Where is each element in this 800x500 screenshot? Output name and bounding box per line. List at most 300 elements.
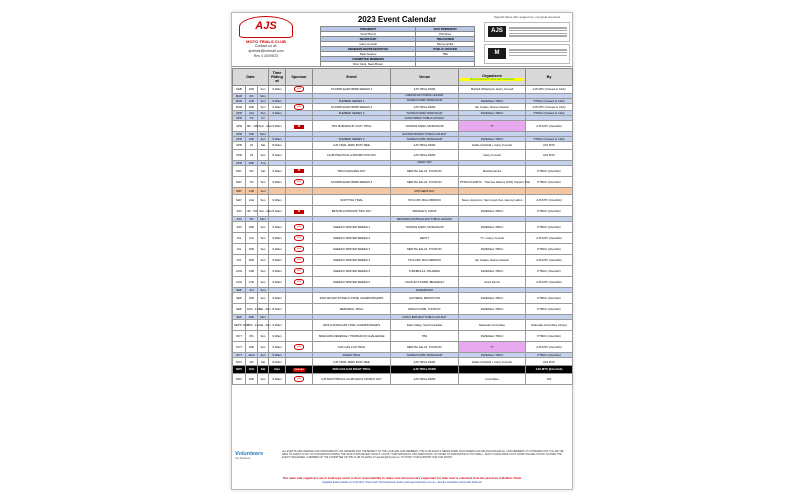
event-cell: SHERCO WINTER SERIES 3	[313, 244, 391, 255]
venue-cell: MOTHERS DAY	[391, 187, 459, 195]
event-cell: SCORPA EARLYBIRD SERIES 3	[313, 176, 391, 187]
weekday-cell: Sun - Mon	[258, 206, 269, 217]
weekday-cell: Mon	[258, 217, 269, 222]
table-row	[233, 266, 573, 277]
weekday-cell: Sat	[258, 365, 269, 373]
table-row	[233, 331, 573, 342]
day-number-cell: 16th	[246, 244, 258, 255]
month-cell: JUN	[233, 217, 246, 222]
venue-cell: TAYLORS, BULLSBROOK	[391, 195, 459, 206]
table-row	[233, 365, 573, 373]
month-cell: JUL	[233, 255, 246, 266]
weekday-cell: Sun	[258, 331, 269, 342]
by-cell: PTMCC (Interclub)	[526, 353, 573, 358]
venue-cell: THOMAS FARM, MORANGUP	[391, 121, 459, 132]
event-cell: GAS GAS FUN TRIAL	[313, 342, 391, 353]
month-cell: SEP	[233, 304, 246, 315]
organiser-cell: PathRiders TMCC	[459, 98, 526, 103]
venue-cell: THOMAS FARM, MORANGUP	[391, 137, 459, 142]
sponsor-cell	[286, 320, 313, 331]
time-cell: 9.30am	[269, 342, 286, 353]
day-number-cell: 30th - 1st	[246, 320, 258, 331]
event-cell: 2023 AUSTRALIAN TRIAL CHAMPIONSHIPS	[313, 320, 391, 331]
sponsor-cell	[286, 86, 313, 94]
event-cell: ASHES TRIAL	[313, 353, 391, 358]
sponsor-cell	[286, 293, 313, 304]
sponsor-cell	[286, 149, 313, 160]
day-number-cell: 10th	[246, 132, 258, 137]
time-cell: 9.30am	[269, 176, 286, 187]
event-cell	[313, 187, 391, 195]
day-number-cell: 8th	[246, 331, 258, 342]
venue-cell: AJS TRIAL PARK	[391, 149, 459, 160]
event-cell: AJS TRIAL PARK BUSY BEE	[313, 358, 391, 366]
weekday-cell: Sat	[258, 358, 269, 366]
event-cell: SHERCO WINTER SERIES 4	[313, 255, 391, 266]
by-cell: PTMCC (Interclub)	[526, 176, 573, 187]
time-cell: 8.00am	[269, 358, 286, 366]
officer-role: COMMITTEE MEMBERS	[321, 57, 416, 62]
organiser-cell: PathRiders TMCC	[459, 244, 526, 255]
sponsor-cell	[286, 244, 313, 255]
officer-name: Peter Hearne	[321, 52, 416, 57]
weekday-cell: Sun	[258, 255, 269, 266]
day-number-cell: 12th	[246, 98, 258, 103]
officers-table	[320, 26, 475, 67]
month-cell: APR	[233, 160, 246, 165]
by-cell	[526, 187, 573, 195]
time-cell: 9.30am	[269, 373, 286, 384]
column-header: Date	[233, 69, 269, 86]
venue-cell: AJS TRIAL PARK	[391, 103, 459, 111]
venue-cell: ANZAC DAY	[391, 160, 459, 165]
column-header: Organisers	[482, 73, 503, 78]
weekday-cell: Sun	[258, 137, 269, 142]
sponsor-cell	[286, 222, 313, 233]
officer-role: TREASURER	[416, 37, 475, 42]
month-cell: JUL	[233, 244, 246, 255]
calendar-document	[231, 12, 573, 490]
by-cell: PTMCC (Interclub)	[526, 293, 573, 304]
organiser-cell: PathRiders TMCC	[459, 222, 526, 233]
month-cell: OCT	[233, 353, 246, 358]
venue-cell: THOMAS FARM, MORANGUP	[391, 353, 459, 358]
weekday-cell: Sat - Sun	[258, 320, 269, 331]
table-row	[233, 320, 573, 331]
venue-cell: AJS TRIAL PARK	[391, 365, 459, 373]
ajs-sponsor-icon: AJS	[294, 344, 304, 350]
by-cell: AJS MTC	[526, 149, 573, 160]
table-row	[233, 121, 573, 132]
time-cell: 8.00am	[269, 142, 286, 150]
sponsor-cell	[286, 195, 313, 206]
officer-role: PRESIDENT	[321, 27, 416, 32]
time-cell: 9.30am	[269, 195, 286, 206]
club-logo	[235, 16, 297, 62]
ajs-sponsor-icon: AJS	[294, 257, 304, 263]
update-info-note: Updated Event details on AJS Moto Trials Club WA Facebook and/or www.ajsmototrials.com.au - Entries available online with Riderner	[322, 481, 482, 484]
ajs-sponsor-icon: AJS	[294, 179, 304, 185]
officer-row	[321, 62, 475, 67]
event-cell: TDM COACHING DAY	[313, 165, 391, 176]
weekday-cell: Tue	[258, 160, 269, 165]
organiser-cell: ??	[459, 342, 526, 353]
event-cell: SCOTTISH TRIAL	[313, 195, 391, 206]
organiser-cell: PathRiders TMCC	[459, 331, 526, 342]
weekday-cell: Sun	[258, 86, 269, 94]
venue-cell: LABOUR DAY PUBLIC HOLIDAY	[391, 93, 459, 98]
month-cell: AUG	[233, 266, 246, 277]
month-cell: MAY	[233, 195, 246, 206]
time-cell: 8.30am	[269, 304, 286, 315]
by-cell: PTMCC (Interclub)	[526, 222, 573, 233]
event-cell: SCORPA EARLYBIRD SERIES 1	[313, 86, 391, 94]
organiser-cell: PTMCC/AJSMTC - Trial des Nations (TdN) Support Trial	[459, 176, 526, 187]
day-number-cell: 16th	[246, 137, 258, 142]
club-name: MOTO TRIALS CLUB	[246, 39, 286, 44]
venue-cell: TAYLORS, BULLSBROOK	[391, 255, 459, 266]
page-title: 2023 Event Calendar	[357, 15, 437, 24]
by-cell: PTMCC (Interclub)	[526, 165, 573, 176]
sponsor-cell	[286, 165, 313, 176]
ajs-sponsor-icon: AJS	[294, 268, 304, 274]
venue-cell: MINGO FARM, TOODYAY	[391, 304, 459, 315]
weekday-cell: Sun	[258, 353, 269, 358]
organiser-cell: Steve Lloyd-Cox, Sam Lloyd-Cox, Jeremy Lafton	[459, 195, 526, 206]
column-header-organisers	[459, 69, 526, 86]
by-cell: AJS MTC (Interclub)	[526, 342, 573, 353]
month-cell: JUN	[233, 206, 246, 217]
time-cell: 9.30am	[269, 121, 286, 132]
organiser-cell: Ian Coates, Darren Newton	[459, 255, 526, 266]
ajs-sponsor-icon: AJS	[294, 279, 304, 285]
weekday-cell: Sun - Mon	[258, 121, 269, 132]
weekday-cell: Sun	[258, 195, 269, 206]
month-cell: SEP	[233, 288, 246, 293]
venue-cell: MENTAL FALLS, TOODYAY	[391, 165, 459, 176]
table-row	[233, 86, 573, 94]
header	[232, 13, 572, 67]
time-cell: 9.30am	[269, 331, 286, 342]
weekday-cell: Mon	[258, 132, 269, 137]
officer-name: Benny Aprilia	[416, 42, 475, 47]
month-cell: APR	[233, 116, 246, 121]
day-number-cell: 15th	[246, 342, 258, 353]
organiser-cell: MotoDynamics	[459, 165, 526, 176]
officer-role: MEMBERS REPRESENTATIVE	[321, 47, 416, 52]
officer-role: PUBLIC OFFICER	[416, 47, 475, 52]
by-cell: PTMCC (Closed to Club)	[526, 98, 573, 103]
by-cell: AJS MTC (Interclub)	[526, 233, 573, 244]
table-row	[233, 142, 573, 150]
organiser-cell: Garry Connell	[459, 149, 526, 160]
organiser-cell: ??	[459, 121, 526, 132]
by-cell: PTMCC (Interclub)	[526, 331, 573, 342]
day-number-cell: 6th	[246, 93, 258, 98]
time-cell: 9.30am	[269, 103, 286, 111]
event-cell: SUMMER SERIES 1	[313, 98, 391, 103]
contact-label: Contact us at:	[254, 44, 278, 48]
venue-cell: AJS TRIAL PARK	[391, 373, 459, 384]
by-cell: Nationals Committee (Open)	[526, 320, 573, 331]
day-number-cell: 27th	[246, 277, 258, 288]
organiser-cell: Mitchell Whitehurst, Garry Connell	[459, 86, 526, 94]
event-cell: 2023 WA MOTOTRIALS STATE CHAMPIONSHIPS	[313, 293, 391, 304]
table-header-row	[233, 69, 573, 86]
officer-name: Scott Plouvil	[321, 32, 416, 37]
sponsor-cell	[286, 342, 313, 353]
weekday-cell: Fri	[258, 116, 269, 121]
venue-cell: MENTAL FALLS, TOODYAY	[391, 342, 459, 353]
sponsor-cell	[286, 373, 313, 384]
table-row	[233, 187, 573, 195]
weekday-cell: Sat	[258, 165, 269, 176]
day-number-cell: 26th	[246, 373, 258, 384]
officer-role: VICE PRESIDENT	[416, 27, 475, 32]
weekday-cell: Sun	[258, 176, 269, 187]
organiser-cell: PathRiders TMCC	[459, 266, 526, 277]
by-cell: AJS MTC	[526, 358, 573, 366]
day-number-cell: 16th - 17th	[246, 304, 258, 315]
by-cell: PTMCC (Interclub)	[526, 304, 573, 315]
organiser-cell: Grant Morris	[459, 277, 526, 288]
venue-cell: GOOD FRIDAY PUBLIC HOLIDAY	[391, 116, 459, 121]
table-row	[233, 206, 573, 217]
event-cell: SCORPA EARLYBIRD SERIES 2	[313, 103, 391, 111]
month-cell: MAY	[233, 165, 246, 176]
weekday-cell: Sun	[258, 342, 269, 353]
organiser-cell: PathRiders TMCC	[459, 293, 526, 304]
by-cell: PTMCC (Interclub)	[526, 244, 573, 255]
day-number-cell: 26th	[246, 86, 258, 94]
time-cell: 9.30am	[269, 86, 286, 94]
time-cell: 9.30am	[269, 320, 286, 331]
moto-sponsor-icon: M	[294, 125, 304, 129]
weekday-cell: Sun	[258, 98, 269, 103]
day-number-cell: 25th	[246, 160, 258, 165]
day-number-cell: 26th	[246, 103, 258, 111]
sponsor-card	[484, 22, 570, 42]
ajs-sponsor-icon: AJS	[294, 86, 304, 92]
venue-cell: WESTERN AUSTRALIA DAY PUBLIC HOLIDAY	[391, 217, 459, 222]
month-cell: AUG	[233, 277, 246, 288]
organiser-cell: Ian Coates, Darren Newton	[459, 103, 526, 111]
weekday-cell: Mon	[258, 93, 269, 98]
organiser-cell: PathRiders TMCC	[459, 137, 526, 142]
venue-cell: AJS TRIAL PARK	[391, 86, 459, 94]
by-cell: PTMCC (Interclub)	[526, 266, 573, 277]
sponsor-cell	[286, 206, 313, 217]
sponsor-card	[484, 44, 570, 64]
month-cell: MAY	[233, 176, 246, 187]
day-number-cell: 23	[246, 149, 258, 160]
day-number-cell: 2nd	[246, 111, 258, 116]
event-cell: SHERCO WINTER SERIES 1	[313, 222, 391, 233]
time-cell: 9.30am	[269, 165, 286, 176]
sponsor-cell	[286, 365, 313, 373]
column-header: Event	[313, 69, 391, 86]
month-cell: APR	[233, 132, 246, 137]
organiser-cell: PathRiders TMCC	[459, 206, 526, 217]
weekday-cell: Sun	[258, 222, 269, 233]
organiser-responsibility-note: The main trial organisers are in bold type and it is their responsibility to make sure all necessary equipment for their trial is collected from the previous AJS Moto Trials	[282, 476, 522, 480]
table-row	[233, 342, 573, 353]
by-cell: AJS MTC (Interclub)	[526, 121, 573, 132]
sponsor-cell	[286, 304, 313, 315]
by-cell: AJS MTC (Closed to Club)	[526, 86, 573, 94]
day-number-cell: 2nd	[246, 233, 258, 244]
organiser-cell: PathRiders TMCC	[459, 304, 526, 315]
sponsor-cell	[286, 142, 313, 150]
event-cell: SUMMER SERIES 3	[313, 137, 391, 142]
time-cell	[269, 187, 286, 195]
table-row	[233, 165, 573, 176]
event-cell: AJS MOTOTRIALS CLUB AGM & TROPHY DAY	[313, 373, 391, 384]
day-number-cell: 30th	[246, 255, 258, 266]
event-cell: AJS TRIAL PARK BUSY BEE	[313, 142, 391, 150]
event-cell: MEMORIAL TRIAL	[313, 304, 391, 315]
sponsor-cell	[286, 103, 313, 111]
ajs-sponsor-icon: AJS	[294, 235, 304, 241]
ajs-sponsor-icon: AJS	[294, 104, 304, 110]
sponsor-cell	[286, 233, 313, 244]
ajs-sponsor-icon: AJS	[294, 246, 304, 252]
day-number-cell: 10th	[246, 293, 258, 304]
sponsor-cell	[286, 176, 313, 187]
organisers-note: Main Organiser in Bold with Assistants	[460, 78, 524, 81]
organiser-cell: Committee	[459, 373, 526, 384]
time-cell: 9.30am	[269, 255, 286, 266]
day-number-cell: 14th	[246, 187, 258, 195]
month-cell: APR	[233, 111, 246, 116]
month-cell: APR	[233, 137, 246, 142]
venue-cell: CANTLEYS FARM, BEVERLEY	[391, 277, 459, 288]
table-row	[233, 277, 573, 288]
table-row	[233, 244, 573, 255]
table-row	[233, 176, 573, 187]
time-cell: 9.30am	[269, 111, 286, 116]
ajs-logo-art: AJS	[239, 16, 293, 38]
venue-cell: TURNBULLS, PAUARRA	[391, 266, 459, 277]
event-cell: TRS MORANGUP 2 DAY TRIAL	[313, 121, 391, 132]
officer-name: TBA	[416, 52, 475, 57]
officer-name: Phil Rose	[416, 32, 475, 37]
time-cell: 9.30am	[269, 233, 286, 244]
table-row	[233, 195, 573, 206]
time-cell: 9.30am	[269, 137, 286, 142]
month-cell: FEB	[233, 86, 246, 94]
month-cell: OCT	[233, 342, 246, 353]
venue-cell: Eden Valley, South Australia	[391, 320, 459, 331]
month-cell: MAR	[233, 98, 246, 103]
month-cell: NOV	[233, 365, 246, 373]
month-cell: MAY	[233, 187, 246, 195]
venue-cell: EASTER MONDAY PUBLIC HOLIDAY	[391, 132, 459, 137]
day-number-cell: 7th	[246, 176, 258, 187]
month-cell: OCT	[233, 331, 246, 342]
by-cell: AJS MTC (Interclub)	[526, 277, 573, 288]
month-cell: MAR	[233, 103, 246, 111]
day-number-cell: 7th	[246, 116, 258, 121]
event-cell: SIDECARS REVENGE / TWINSHOCK CHALLENGE	[313, 331, 391, 342]
day-number-cell: 3rd	[246, 288, 258, 293]
table-row	[233, 222, 573, 233]
by-cell: AJS MTC (Interclub)	[526, 195, 573, 206]
column-header: Venue	[391, 69, 459, 86]
table-row	[233, 103, 573, 111]
ajs-sponsor-icon: AJS	[294, 376, 304, 382]
day-number-cell: 25th	[246, 315, 258, 320]
organiser-cell: PathRiders TMCC	[459, 353, 526, 358]
sponsor-logo-icon: AJS	[488, 26, 506, 37]
venue-cell: MENTAL FALLS, TOODYAY	[391, 176, 459, 187]
weekday-cell: Sun	[258, 277, 269, 288]
sponsor-panel	[484, 22, 570, 62]
by-cell: AJS MTC (Closed to Club)	[526, 103, 573, 111]
by-cell: PTMCC (Interclub)	[526, 206, 573, 217]
by-cell: AJS MTC	[526, 142, 573, 150]
volunteers-title: Volunteers	[235, 451, 264, 457]
column-header: Sponsor	[286, 69, 313, 86]
time-cell: 9.30am	[269, 266, 286, 277]
weekday-cell: Sat	[258, 142, 269, 150]
by-cell: PTMCC (Closed to Club)	[526, 137, 573, 142]
time-cell: 9.30am	[269, 98, 286, 103]
by-cell: AJS MTC (Interclub)	[526, 255, 573, 266]
organiser-cell	[459, 365, 526, 373]
sponsor-cell	[286, 255, 313, 266]
weekday-cell: Sun	[258, 103, 269, 111]
table-row	[233, 233, 573, 244]
month-cell: JUL	[233, 233, 246, 244]
day-number-cell: 4th	[246, 358, 258, 366]
time-cell: 9.30am	[269, 244, 286, 255]
sponsor-logo-icon: M	[488, 48, 506, 59]
sponsor-cell	[286, 187, 313, 195]
venue-cell: THOMAS FARM, MORANGUP	[391, 98, 459, 103]
day-number-cell: 5th	[246, 217, 258, 222]
weekday-cell: Sun	[258, 266, 269, 277]
revision-note: Rev 4 30/09/23	[253, 54, 279, 58]
by-cell: PTMCC (Closed to Club)	[526, 111, 573, 116]
gasgas-sponsor-icon: GASGAS	[294, 368, 304, 371]
month-cell: APR	[233, 121, 246, 132]
organiser-cell: Eddie Archbold + Garry Connell	[459, 358, 526, 366]
event-cell: BETA BLACKWOOD TWO DAY	[313, 206, 391, 217]
month-cell: SEPT/ OCT	[233, 320, 246, 331]
weekday-cell: Sun	[258, 293, 269, 304]
weekday-cell: Sun	[258, 111, 269, 116]
month-cell: JUN	[233, 222, 246, 233]
venue-cell: AJS TRIAL PARK	[391, 358, 459, 366]
by-cell: AJS MTC (Interclub)	[526, 365, 573, 373]
contact-email[interactable]: ajstrials@hotmail.com	[248, 49, 284, 53]
weekday-cell: Sun	[258, 149, 269, 160]
event-cell: SHERCO WINTER SERIES 5	[313, 266, 391, 277]
moto-sponsor-icon: M	[294, 210, 304, 214]
day-number-cell: 11th	[246, 365, 258, 373]
weekday-cell: Sun	[258, 288, 269, 293]
footer	[232, 447, 572, 489]
event-cell: SHERCO WINTER SERIES 2	[313, 233, 391, 244]
weekday-cell: Sun	[258, 373, 269, 384]
day-number-cell: 18th	[246, 222, 258, 233]
support-text: Support those who support us, our great sponsors	[493, 15, 561, 19]
moto-sponsor-icon: M	[294, 169, 304, 173]
organiser-cell: Eddie Archbold + Garry Connell	[459, 142, 526, 150]
month-cell: MAR	[233, 93, 246, 98]
officer-name: Garry Connell	[321, 42, 416, 47]
